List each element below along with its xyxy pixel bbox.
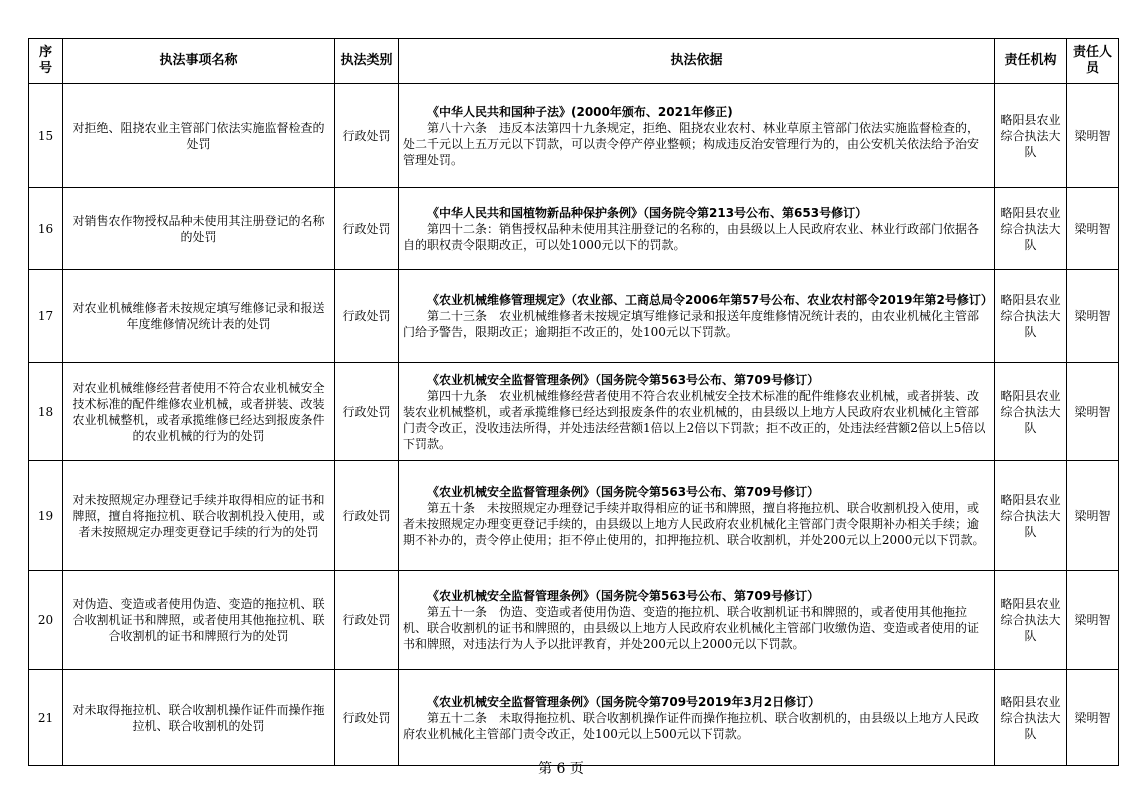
row-person: 梁明智 (1067, 84, 1119, 188)
row-org: 略阳县农业综合执法大队 (995, 270, 1067, 363)
row-no: 16 (29, 188, 63, 270)
row-name: 对农业机械维修者未按规定填写维修记录和报送年度维修情况统计表的处罚 (63, 270, 335, 363)
row-basis (399, 188, 995, 270)
law-title: 《农业机械维修管理规定》（农业部、工商总局令2006年第57号公布、农业农村部令2019年第2号修订） (427, 293, 993, 307)
header-person: 责任人员 (1067, 39, 1119, 84)
row-name: 对未按照规定办理登记手续并取得相应的证书和牌照，擅自将拖拉机、联合收割机投入使用，或者未按照规定办理变更登记手续的行为的处罚 (63, 461, 335, 571)
row-basis (399, 571, 995, 670)
row-name: 对农业机械维修经营者使用不符合农业机械安全技术标准的配件维修农业机械，或者拼装、改装农业机械整机，或者承揽维修已经达到报废条件的农业机械的行为的处罚 (63, 363, 335, 461)
law-title: 《中华人民共和国种子法》(2000年颁布、2021年修正) (427, 104, 733, 119)
header-type: 执法类别 (335, 39, 399, 84)
row-org: 略阳县农业综合执法大队 (995, 188, 1067, 270)
row-no: 15 (29, 84, 63, 188)
row-type: 行政处罚 (335, 461, 399, 571)
law-title: 《农业机械安全监督管理条例》（国务院令第563号公布、第709号修订） (427, 372, 820, 387)
row-person: 梁明智 (1067, 571, 1119, 670)
table-row (29, 270, 1119, 363)
table-row (29, 84, 1119, 188)
row-type: 行政处罚 (335, 670, 399, 766)
row-name: 对销售农作物授权品种未使用其注册登记的名称的处罚 (63, 188, 335, 270)
row-person: 梁明智 (1067, 270, 1119, 363)
row-name: 对伪造、变造或者使用伪造、变造的拖拉机、联合收割机证书和牌照，或者使用其他拖拉机、联合收割机的证书和牌照行为的处罚 (63, 571, 335, 670)
row-type: 行政处罚 (335, 84, 399, 188)
row-basis (399, 270, 995, 363)
law-body: 第四十二条：销售授权品种未使用其注册登记的名称的，由县级以上人民政府农业、林业行政部门依据各自的职权责令限期改正，可以处1000元以下的罚款。 (403, 221, 980, 252)
law-body: 第八十六条 违反本法第四十九条规定，拒绝、阻挠农业农村、林业草原主管部门依法实施监督检查的，处二千元以上五万元以下罚款，可以责令停产停业整顿；构成违反治安管理行为的，由公安机关依法给予治安管理处罚。 (403, 120, 980, 167)
row-basis (399, 363, 995, 461)
row-basis (399, 84, 995, 188)
row-org: 略阳县农业综合执法大队 (995, 363, 1067, 461)
row-person: 梁明智 (1067, 461, 1119, 571)
table-row (29, 363, 1119, 461)
row-no: 21 (29, 670, 63, 766)
law-body: 第五十条 未按照规定办理登记手续并取得相应的证书和牌照，擅自将拖拉机、联合收割机投入使用，或者未按照规定办理变更登记手续的，由县级以上地方人民政府农业机械化主管部门责令限期补办相关手续；逾期不补办的，责令停止使用；拒不停止使用的，扣押拖拉机、联合收割机，并处200元以上2000元以下罚款。 (403, 500, 985, 547)
header-basis: 执法依据 (399, 39, 995, 84)
law-body: 第四十九条 农业机械维修经营者使用不符合农业机械安全技术标准的配件维修农业机械，或者拼装、改装农业机械整机，或者承揽维修已经达到报废条件的农业机械的，由县级以上地方人民政府农业机械化主管部门责令改正，没收违法所得，并处违法经营额1倍以上2倍以下罚款；拒不改正的，处违法经营额2倍以上5倍以下罚款。 (403, 388, 986, 451)
row-org: 略阳县农业综合执法大队 (995, 84, 1067, 188)
law-body: 第二十三条 农业机械维修者未按规定填写维修记录和报送年度维修情况统计表的，由农业机械化主管部门给予警告，限期改正；逾期拒不改正的，处100元以下罚款。 (403, 309, 980, 339)
law-title: 《农业机械安全监督管理条例》（国务院令第709号2019年3月2日修订） (427, 694, 821, 709)
row-org: 略阳县农业综合执法大队 (995, 461, 1067, 571)
table-row (29, 461, 1119, 571)
law-enforcement-table (28, 38, 1119, 766)
row-type: 行政处罚 (335, 571, 399, 670)
law-body: 第五十一条 伪造、变造或者使用伪造、变造的拖拉机、联合收割机证书和牌照的，或者使用其他拖拉机、联合收割机的证书和牌照的，由县级以上地方人民政府农业机械化主管部门收缴伪造、变造或者使用的证书和牌照，对违法行为人予以批评教育，并处200元以上2000元以下罚款。 (403, 605, 980, 651)
header-name: 执法事项名称 (63, 39, 335, 84)
row-basis (399, 670, 995, 766)
row-no: 18 (29, 363, 63, 461)
row-person: 梁明智 (1067, 188, 1119, 270)
table-header-row (29, 39, 1119, 84)
header-org: 责任机构 (995, 39, 1067, 84)
row-org: 略阳县农业综合执法大队 (995, 670, 1067, 766)
row-type: 行政处罚 (335, 188, 399, 270)
row-no: 20 (29, 571, 63, 670)
row-person: 梁明智 (1067, 670, 1119, 766)
row-type: 行政处罚 (335, 363, 399, 461)
row-type: 行政处罚 (335, 270, 399, 363)
header-no: 序号 (29, 39, 63, 84)
row-name: 对未取得拖拉机、联合收割机操作证件而操作拖拉机、联合收割机的处罚 (63, 670, 335, 766)
row-basis (399, 461, 995, 571)
table-row (29, 571, 1119, 670)
law-title: 《农业机械安全监督管理条例》（国务院令第563号公布、第709号修订） (427, 589, 820, 603)
row-org: 略阳县农业综合执法大队 (995, 571, 1067, 670)
row-name: 对拒绝、阻挠农业主管部门依法实施监督检查的处罚 (63, 84, 335, 188)
row-person: 梁明智 (1067, 363, 1119, 461)
row-no: 19 (29, 461, 63, 571)
law-body: 第五十二条 未取得拖拉机、联合收割机操作证件而操作拖拉机、联合收割机的，由县级以上地方人民政府农业机械化主管部门责令改正，处100元以上500元以下罚款。 (403, 710, 980, 741)
table-row (29, 188, 1119, 270)
table-row (29, 670, 1119, 766)
law-title: 《农业机械安全监督管理条例》（国务院令第563号公布、第709号修订） (427, 484, 820, 499)
law-title: 《中华人民共和国植物新品种保护条例》（国务院令第213号公布、第653号修订） (427, 205, 868, 220)
page-number: 第 6 页 (538, 761, 584, 777)
row-no: 17 (29, 270, 63, 363)
